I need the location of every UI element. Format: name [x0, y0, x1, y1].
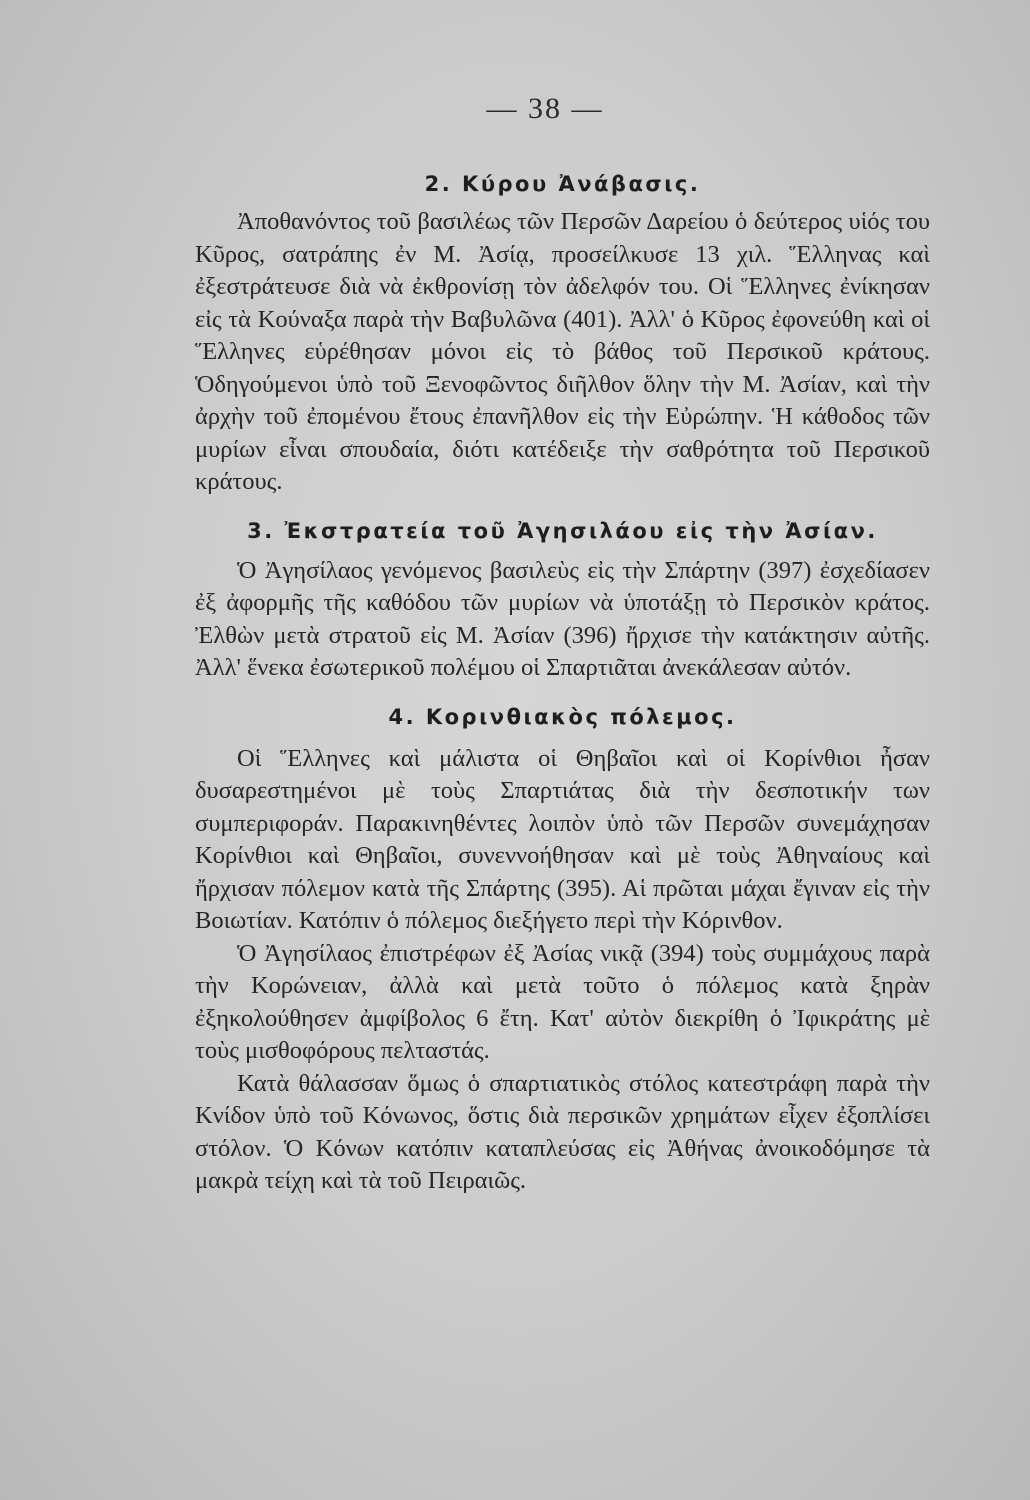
paragraph-corinthian-war-3: Κατὰ θάλασσαν ὅμως ὁ σπαρτιατικὸς στόλος κατεστράφη παρὰ τὴν Κνίδον ὑπὸ τοῦ Κόνωνος, ὅστις διὰ περσικῶν χρημάτων εἶχεν ἐξοπλίσει στόλον. Ὁ Κόνων κατόπιν καταπλεύσας εἰς Ἀθήνας ἀνοικοδόμησε τὰ μακρὰ τείχη καὶ τὰ τοῦ Πειραιῶς. [195, 1069, 930, 1194]
paragraph-agesilaos-expedition: Ὁ Ἀγησίλαος γενόμενος βασιλεὺς εἰς τὴν Σπάρτην (397) ἐσχεδίασεν ἐξ ἀφορμῆς τῆς καθόδου τῶν μυρίων νὰ ὑποτάξῃ τὸ Περσικὸν κράτος. Ἐλθὼν μετὰ στρατοῦ εἰς Μ. Ἀσίαν (396) ἤρχισε τὴν κατάκτησιν αὐτῆς. Ἀλλ' ἕνεκα ἐσωτερικοῦ πολέμου οἱ Σπαρτιᾶται ἀνεκάλεσαν αὐτόν. [195, 556, 930, 681]
paragraph-corinthian-war-1: Οἱ Ἕλληνες καὶ μάλιστα οἱ Θηβαῖοι καὶ οἱ Κορίνθιοι ἦσαν δυσαρεστημένοι μὲ τοὺς Σπαρτιάτας διὰ τὴν δεσποτικήν των συμπεριφοράν. Παρακινηθέντες λοιπὸν ὑπὸ τῶν Περσῶν συνεμάχησαν Κορίνθιοι καὶ Θηβαῖοι, συνεννοήθησαν καὶ μὲ τοὺς Ἀθηναίους καὶ ἤρχισαν πόλεμον κατὰ τῆς Σπάρτης (395). Αἱ πρῶται μάχαι ἔγιναν εἰς τὴν Βοιωτίαν. Κατόπιν ὁ πόλεμος διεξήγετο περὶ τὴν Κόρινθον. [195, 744, 930, 934]
section-heading-kyrou-anabasis: 2. Κύρου Ἀνάβασις. [424, 172, 701, 196]
page-number: — 38 — [486, 92, 604, 125]
page-content [195, 168, 930, 1198]
paragraph-kyrou-anabasis: Ἀποθανόντος τοῦ βασιλέως τῶν Περσῶν Δαρείου ὁ δεύτερος υἱός του Κῦρος, σατράπης ἐν Μ. Ἀσίᾳ, προσείλκυσε 13 χιλ. Ἕλληνας καὶ ἐξεστράτευσε διὰ νὰ ἐκθρονίσῃ τὸν ἀδελφόν του. Οἱ Ἕλληνες ἐνίκησαν εἰς τὰ Κούναξα παρὰ τὴν Βαβυλῶνα (401). Ἀλλ' ὁ Κῦρος ἐφονεύθη καὶ οἱ Ἕλληνες εὑρέθησαν μόνοι εἰς τὸ βάθος τοῦ Περσικοῦ κράτους. Ὁδηγούμενοι ὑπὸ τοῦ Ξενοφῶντος διῆλθον ὅλην τὴν Μ. Ἀσίαν, καὶ τὴν ἀρχὴν τοῦ ἐπομένου ἔτους ἐπανῆλθον εἰς τὴν Εὐρώπην. Ἡ κάθοδος τῶν μυρίων εἶναι σπουδαία, διότι κατέδειξε τὴν σαθρότητα τοῦ Περσικοῦ κράτους. [195, 208, 930, 495]
section-heading-agesilaos-expedition: 3. Ἐκστρατεία τοῦ Ἀγησιλάου εἰς τὴν Ἀσίαν. [247, 518, 878, 543]
paragraph-corinthian-war-2: Ὁ Ἀγησίλαος ἐπιστρέφων ἐξ Ἀσίας νικᾷ (394) τοὺς συμμάχους παρὰ τὴν Κορώνειαν, ἀλλὰ καὶ μετὰ τοῦτο ὁ πόλεμος κατὰ ξηρὰν ἐξηκολούθησεν ἀμφίβολος 6 ἔτη. Κατ' αὐτὸν διεκρίθη ὁ Ἰφικράτης μὲ τοὺς μισθοφόρους πελταστάς. [195, 939, 930, 1064]
section-heading-corinthian-war: 4. Κορινθιακὸς πόλεμος. [388, 704, 737, 729]
